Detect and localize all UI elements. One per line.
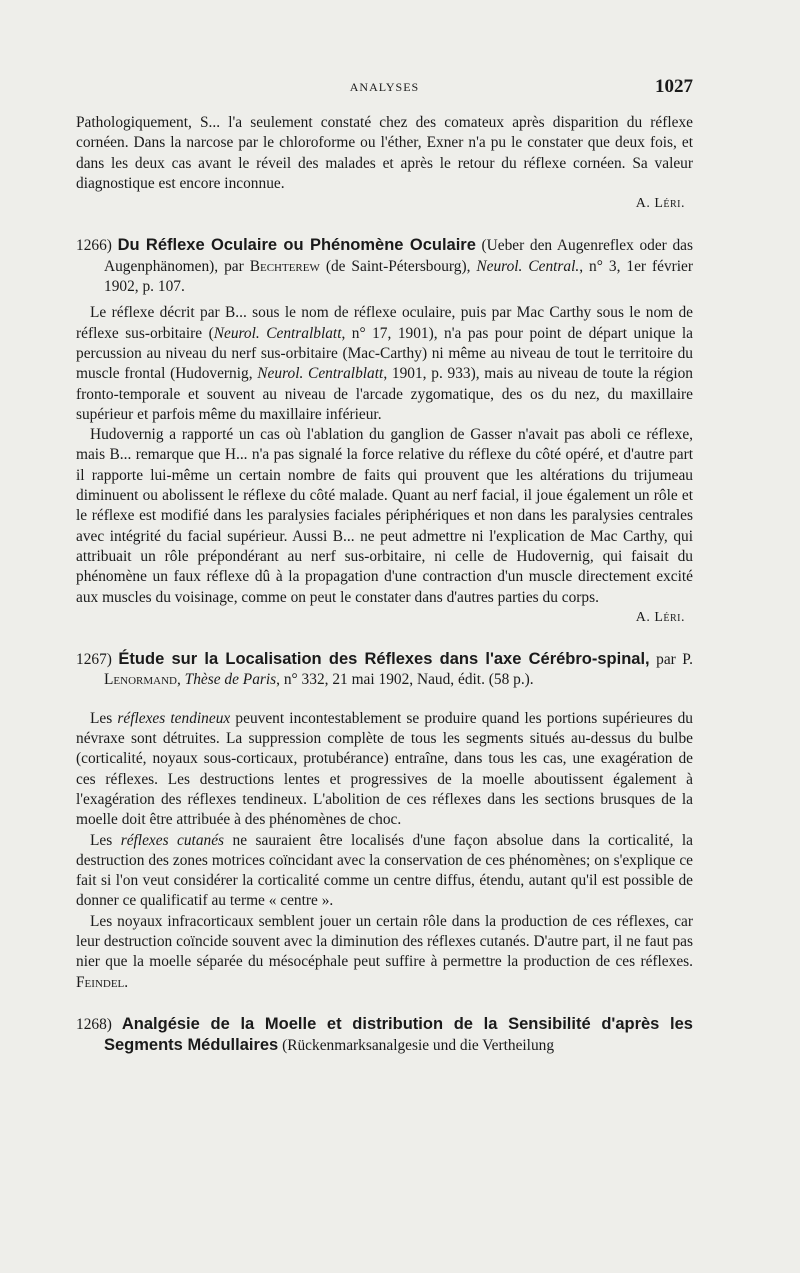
- page-header: [76, 76, 693, 98]
- entry-author: Lenormand: [104, 671, 177, 689]
- entry-1268: [76, 1014, 693, 1057]
- entry-1267-heading: 1267) Étude sur la Localisation des Réflexes dans l'axe Cérébro-spinal, par P. Lenormand, Thèse de Paris, n° 332, 21 mai 1902, Naud, édit. (58 p.).: [76, 650, 693, 689]
- page-number: 1027: [655, 76, 693, 97]
- entry-1267-paragraph-2: Les réflexes cutanés ne sauraient être localisés d'une façon absolue dans la corticalité, la destruction des zones motrices coïncidant avec la conservation de ces phénomènes; on s'explique ce fait si l'on veut considérer la corticalité comme un centre diffus, étendu, autant qu'il est possible de donner ce qualificatif au terme « centre ».: [76, 831, 694, 910]
- entry-title: Analgésie de la Moelle et distribution de la Sensibilité d'après les Segments Médullaires: [104, 1014, 693, 1055]
- entry-1267-paragraph-1: Les réflexes tendineux peuvent incontestablement se produire quand les portions supérieures du névraxe sont détruites. La suppression complète de tous les segments situés au-dessus du bulbe (corticalité, noyaux sous-corticaux, protubérance) entraîne, dans tous les cas, une exagération de ces réflexes. Les destructions lentes et progressives de la moelle aboutissent également à l'exagération des réflexes tendineux. L'abolition de ces réflexes dans les sections brusques de la moelle doit être attribuée à des phénomènes de choc.: [76, 709, 694, 829]
- entry-1266-paragraph-2: Hudovernig a rapporté un cas où l'ablation du ganglion de Gasser n'avait pas aboli ce réflexe, mais B... remarque que H... n'a pas signalé la force relative du réflexe du côté opéré, et d'autre part il rapporte lui-même un certain nombre de faits qui prouvent que les altérations du trijumeau diminuent ou abolissent le réflexe du côté malade. Quant au nerf facial, il joue également un rôle et le réflexe est modifié dans les paralysies faciales périphériques et non dans les paralysies centrales avec intégrité du facial supérieur. Aussi B... ne peut admettre ni l'explication de Mac Carthy, qui attribuait un rôle prépondérant au nerf sus-orbitaire, ni celle de Hudovernig, qui faisait du phénomène un faux réflexe dû à la propagation d'une contraction d'un muscle directement excité aux muscles du voisinage, comme on peut le constater dans d'autres parties du corps.: [76, 426, 693, 606]
- intro-paragraph: Pathologiquement, S... l'a seulement constaté chez des comateux après disparition du réflexe cornéen. Dans la narcose par le chloroforme ou l'éther, Exner n'a pu le constater que deux fois, et dans les deux cas avant le réveil des malades et après le retour du réflexe cornéen. Sa valeur diagnostique est encore inconnue.: [76, 114, 693, 192]
- entry-original-title: (Rückenmarksanalgesie und die Vertheilung: [278, 1037, 555, 1055]
- running-title: ANALYSES: [349, 80, 420, 94]
- entry-title: Du Réflexe Oculaire ou Phénomène Oculaire: [117, 236, 476, 255]
- entry-journal: Neurol. Central.: [476, 257, 580, 275]
- entry-1266-heading: [76, 235, 693, 297]
- entry-reference: , n° 332, 21 mai 1902, Naud, édit. (58 p.).: [276, 671, 534, 689]
- entry-1266: [76, 235, 693, 628]
- entry-reference: , n° 3, 1er février 1902, p. 107.: [104, 257, 693, 296]
- entry-title: Étude sur la Localisation des Réflexes dans l'axe Cérébro-spinal,: [118, 650, 650, 669]
- entry-affiliation: (de Saint-Pétersbourg),: [319, 257, 477, 275]
- entry-author: Bechterew: [249, 257, 320, 275]
- entry-number: 1267): [76, 651, 112, 669]
- entry-1267-signature: Feindel.: [76, 973, 129, 991]
- entry-thesis: Thèse de Paris: [184, 671, 277, 689]
- entry-1266-paragraph-1: Le réflexe décrit par B... sous le nom de réflexe oculaire, puis par Mac Carthy sous le nom de réflexe sus-orbitaire (Neurol. Centralblatt, n° 17, 1901), n'a pas pour point de départ unique la percussion au niveau du nerf sus-orbitaire (Mac-Carthy) ni même au niveau de tout le territoire du muscle frontal (Hudovernig, Neurol. Centralblatt, 1901, p. 933), mais au niveau de toute la région fronto-temporale et souvent au niveau de l'arcade zygomatique, des os du nez, du maxillaire supérieur et parfois même du maxillaire inférieur.: [76, 304, 694, 423]
- entry-1266-signature: A. Léri.: [635, 609, 685, 625]
- entry-1267-paragraph-3: Les noyaux infracorticaux semblent jouer un certain rôle dans la production de ces réflexes, car leur destruction coïncide souvent avec la diminution des réflexes cutanés. D'autre part, il ne faut pas nier que la moelle séparée du mésocéphale peut suffire à permettre la production de ces réflexes. Feindel.: [76, 912, 693, 991]
- entry-1267: [76, 649, 693, 993]
- page-body: [76, 113, 693, 1062]
- intro-signature: A. Léri.: [635, 196, 685, 212]
- entry-original-title: (Ueber den Augenreflex oder das Augenphänomen), par: [104, 237, 693, 275]
- entry-number: 1266): [76, 237, 112, 255]
- entry-number: 1268): [76, 1015, 112, 1033]
- entry-1268-heading: [76, 1014, 693, 1057]
